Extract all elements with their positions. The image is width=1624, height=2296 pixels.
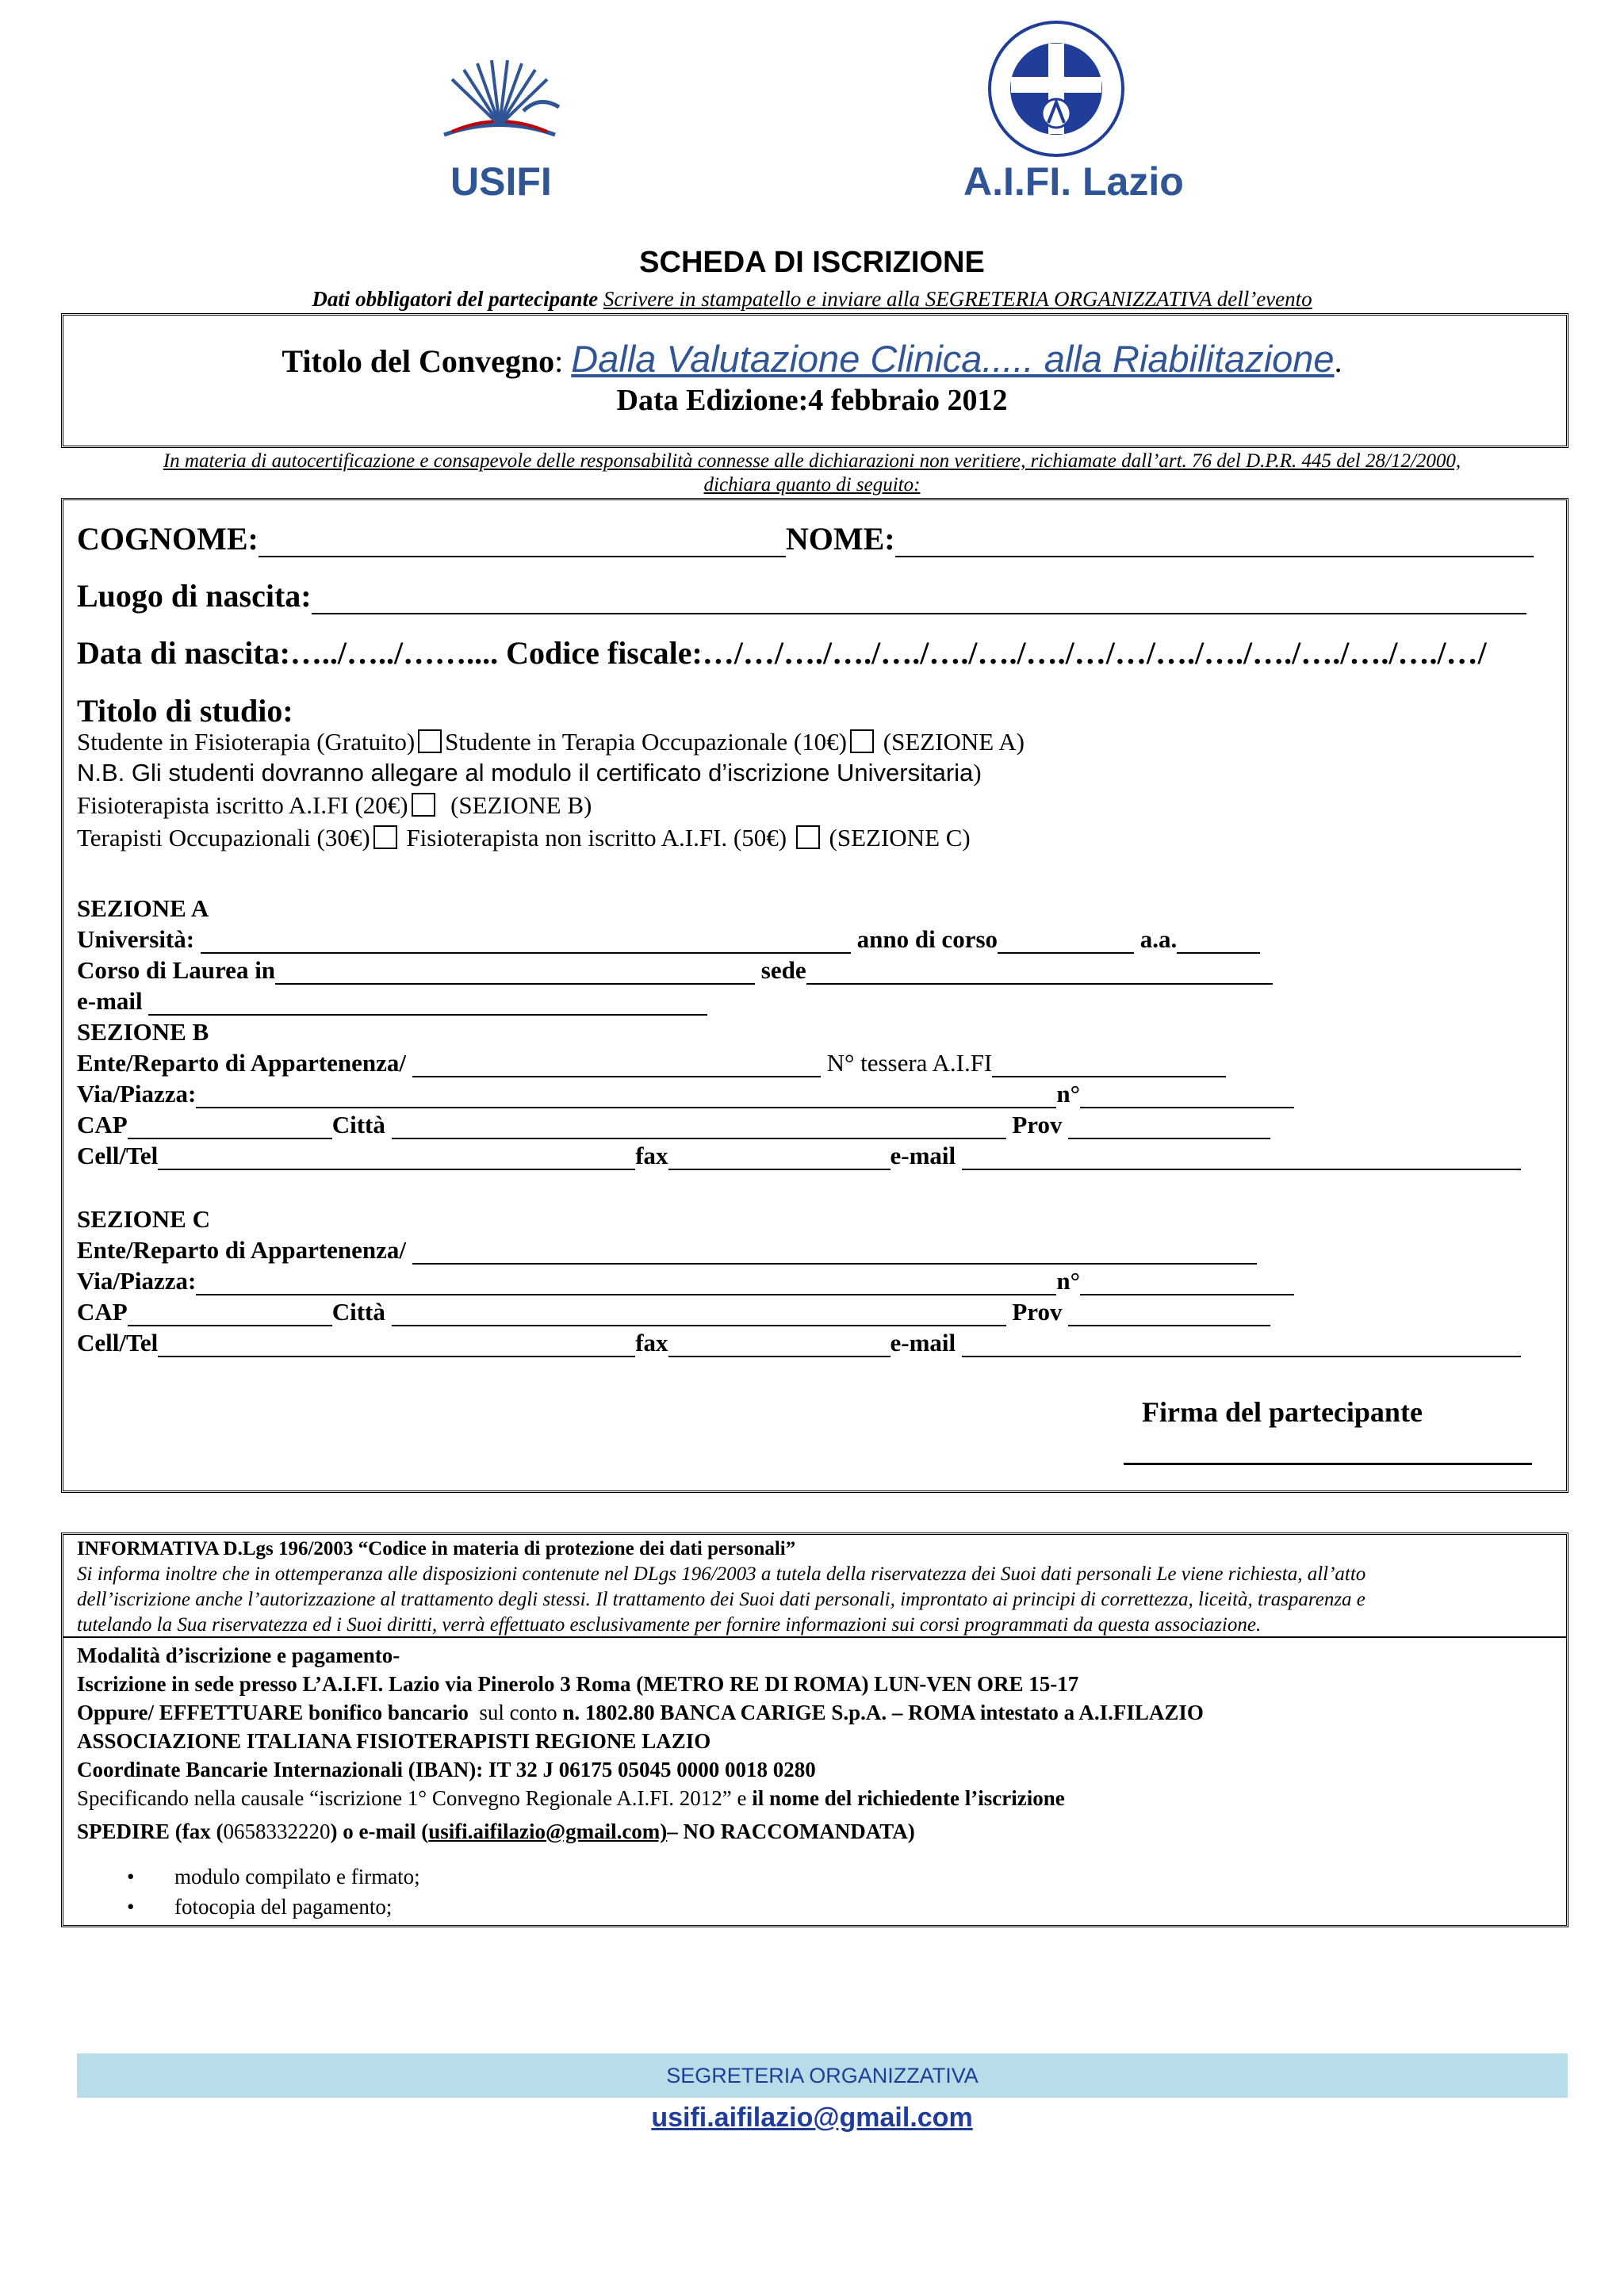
cognome-field[interactable] — [259, 529, 786, 557]
checkbox-fisioterapia[interactable] — [418, 729, 442, 753]
prov-b-label: Prov — [1012, 1111, 1063, 1138]
prov-c-field[interactable] — [1068, 1301, 1270, 1326]
form-title: SCHEDA DI ISCRIZIONE — [639, 246, 985, 279]
cognome-label: COGNOME: — [77, 521, 259, 557]
sede-field[interactable] — [806, 959, 1273, 985]
ente-c-label: Ente/Reparto di Appartenenza/ — [77, 1236, 407, 1264]
anno-corso-label: anno di corso — [856, 925, 998, 953]
email-a-label: e-mail — [77, 987, 143, 1015]
tessera-field[interactable] — [992, 1052, 1226, 1077]
section-c-heading: SEZIONE C — [77, 1205, 210, 1233]
pagamento — [77, 1641, 1560, 1846]
bullet-icon: • — [127, 1895, 135, 1919]
nb-close: ) — [973, 759, 982, 786]
luogo-field[interactable] — [312, 586, 1526, 614]
luogo-label: Luogo di nascita: — [77, 578, 312, 614]
signature-label: Firma del partecipante — [1142, 1396, 1423, 1428]
email-b-label: e-mail — [890, 1142, 956, 1169]
convegno-label: Titolo del Convegno — [282, 343, 555, 379]
section-b-row1 — [77, 1049, 1226, 1077]
checkbox-terapisti-occ[interactable] — [373, 825, 397, 849]
options-row-3 — [77, 824, 971, 852]
nome-label: NOME: — [785, 521, 895, 557]
footer-email-link[interactable]: usifi.aifilazio@gmail.com — [651, 2103, 973, 2133]
usifi-logo — [420, 32, 579, 143]
section-b-row4 — [77, 1142, 1521, 1170]
usifi-book-icon — [420, 32, 579, 143]
informativa — [77, 1536, 1560, 1638]
convegno-box — [61, 313, 1568, 448]
cell-c-field[interactable] — [158, 1332, 635, 1357]
cell-b-label: Cell/Tel — [77, 1142, 159, 1169]
prov-b-field[interactable] — [1068, 1114, 1270, 1139]
sez-b-tag: (SEZIONE B) — [450, 791, 592, 819]
anno-corso-field[interactable] — [998, 928, 1134, 954]
section-b-row3 — [77, 1111, 1270, 1139]
opt-non-iscritto: Fisioterapista non iscritto A.I.FI. (50€) — [406, 824, 787, 851]
opt-fisioterapia: Studente in Fisioterapia (Gratuito) — [77, 728, 416, 756]
convegno-line: Titolo del Convegno: Dalla Valutazione Clinica..... alla Riabilitazione. — [282, 338, 1342, 380]
email-a-field[interactable] — [148, 990, 707, 1016]
bullet-item-1: • modulo compilato e firmato; — [127, 1862, 420, 1892]
nb-row — [77, 759, 982, 787]
section-c-row2 — [77, 1267, 1294, 1295]
usifi-title: USIFI — [450, 159, 552, 204]
cap-b-label: CAP — [77, 1111, 128, 1138]
aifi-title: A.I.FI. Lazio — [963, 159, 1184, 204]
section-c-row4 — [77, 1329, 1521, 1357]
corso-field[interactable] — [275, 959, 755, 985]
section-a-row1 — [77, 925, 1260, 954]
nb-note: N.B. Gli studenti dovranno allegare al modulo il certificato d’iscrizione Universitaria — [77, 759, 974, 786]
checkbox-terapia-occ[interactable] — [850, 729, 874, 753]
section-a-heading: SEZIONE A — [77, 894, 209, 922]
ente-c-field[interactable] — [412, 1239, 1257, 1265]
nome-field[interactable] — [895, 529, 1534, 557]
email-b-field[interactable] — [962, 1145, 1521, 1170]
checkbox-iscritto[interactable] — [412, 793, 435, 817]
section-b-row2 — [77, 1080, 1294, 1108]
opt-terapisti-occ: Terapisti Occupazionali (30€) — [77, 824, 370, 851]
n-c-field[interactable] — [1080, 1270, 1294, 1295]
name-row — [77, 520, 1534, 557]
fax-c-field[interactable] — [668, 1332, 891, 1357]
bullet-list — [127, 1862, 420, 1922]
aa-label: a.a. — [1139, 925, 1178, 953]
data-cf-row[interactable]: Data di nascita:…../…../…….... Codice fiscale:…/…/…./…./…./…./…./…./…/…/…./…./…./…./…./…./…/ — [77, 635, 1487, 671]
citta-b-label: Città — [331, 1111, 385, 1138]
bullet-item-2: • fotocopia del pagamento; — [127, 1892, 420, 1922]
citta-b-field[interactable] — [392, 1114, 1006, 1139]
sez-c-tag: (SEZIONE C) — [829, 824, 971, 851]
fax-b-field[interactable] — [668, 1145, 891, 1170]
sez-a-tag: (SEZIONE A) — [883, 728, 1025, 756]
universita-field[interactable] — [201, 928, 851, 954]
opt-terapia-occ: Studente in Terapia Occupazionale (10€) — [445, 728, 848, 756]
form-subtitle: Dati obbligatori del partecipante Scrivere in stampatello e inviare alla SEGRETERIA ORGANIZZATIVA dell’evento — [312, 287, 1312, 311]
declaration: In materia di autocertificazione e consapevole delle responsabilità connesse alle dichiarazioni non veritiere, richiamate dall’art. 76 del D.P.R. 445 del 28/12/2000, dichiara quanto di seguito: — [163, 450, 1461, 496]
informativa-line3: tutelando la Sua riservatezza ed i Suoi diritti, verrà effettuato esclusivamente per fornire informazioni sui corsi programmati da questa associazione. — [77, 1614, 1262, 1636]
ente-b-field[interactable] — [412, 1052, 821, 1077]
citta-c-label: Città — [331, 1298, 385, 1326]
email-c-field[interactable] — [962, 1332, 1521, 1357]
aa-field[interactable] — [1177, 928, 1260, 954]
section-b-heading: SEZIONE B — [77, 1018, 209, 1046]
fax-c-label: fax — [635, 1329, 668, 1357]
pagamento-line2: Oppure/ EFFETTUARE bonifico bancario sul conto n. 1802.80 BANCA CARIGE S.p.A. – ROMA intestato a A.I.FILAZIO — [77, 1701, 1204, 1724]
fax-b-label: fax — [635, 1142, 668, 1169]
via-b-field[interactable] — [196, 1083, 1056, 1108]
section-a-row3 — [77, 987, 707, 1016]
sede-label: sede — [760, 956, 806, 984]
tessera-label: N° tessera A.I.FI — [826, 1049, 993, 1077]
n-b-field[interactable] — [1080, 1083, 1294, 1108]
options-row-1 — [77, 728, 1025, 756]
footer-banner: SEGRETERIA ORGANIZZATIVA — [77, 2053, 1568, 2098]
n-b-label: n° — [1056, 1080, 1080, 1108]
pagamento-line5: Specificando nella causale “iscrizione 1° Convegno Regionale A.I.FI. 2012” e il nome del richiedente l’iscrizione — [77, 1786, 1065, 1810]
via-b-label: Via/Piazza: — [77, 1080, 197, 1108]
cell-c-label: Cell/Tel — [77, 1329, 159, 1357]
aifi-seal-icon — [987, 20, 1126, 159]
pagamento-line1: Iscrizione in sede presso L’A.I.FI. Lazio via Pinerolo 3 Roma (METRO RE DI ROMA) LUN-VEN ORE 15-17 — [77, 1672, 1079, 1696]
luogo-row — [77, 577, 1526, 614]
via-c-label: Via/Piazza: — [77, 1267, 197, 1295]
convegno-title: Dalla Valutazione Clinica..... alla Riabilitazione — [571, 338, 1335, 380]
pagamento-line3: ASSOCIAZIONE ITALIANA FISIOTERAPISTI REGIONE LAZIO — [77, 1729, 711, 1753]
cell-b-field[interactable] — [158, 1145, 635, 1170]
checkbox-non-iscritto[interactable] — [796, 825, 820, 849]
edition-date: Data Edizione:4 febbraio 2012 — [616, 384, 1008, 417]
cap-b-field[interactable] — [128, 1114, 332, 1139]
informativa-heading: INFORMATIVA D.Lgs 196/2003 “Codice in materia di protezione dei dati personali” — [77, 1538, 796, 1559]
aifi-seal — [987, 20, 1126, 159]
cap-c-label: CAP — [77, 1298, 128, 1326]
section-c-row1 — [77, 1236, 1257, 1265]
n-c-label: n° — [1056, 1267, 1080, 1295]
bullet-icon: • — [127, 1865, 135, 1888]
pagamento-heading: Modalità d’iscrizione e pagamento- — [77, 1644, 400, 1667]
informativa-line1: Si informa inoltre che in ottemperanza alle disposizioni contenute nel DLgs 196/2003 a tutela della riservatezza dei Suoi dati personali Le viene richiesta, all’atto — [77, 1563, 1366, 1585]
corso-label: Corso di Laurea in — [77, 956, 276, 984]
universita-label: Università: — [77, 925, 195, 953]
titolo-studio: Titolo di studio: — [77, 693, 293, 729]
ente-b-label: Ente/Reparto di Appartenenza/ — [77, 1049, 407, 1077]
cap-c-field[interactable] — [128, 1301, 332, 1326]
options-row-2 — [77, 791, 592, 820]
opt-iscritto: Fisioterapista iscritto A.I.FI (20€) — [77, 791, 408, 819]
section-a-row2 — [77, 956, 1273, 985]
citta-c-field[interactable] — [392, 1301, 1006, 1326]
spedire-email-link[interactable]: usifi.aifilazio@gmail.com) — [428, 1820, 668, 1843]
email-c-label: e-mail — [890, 1329, 956, 1357]
section-c-row3 — [77, 1298, 1270, 1326]
informativa-line2: dell’iscrizione anche l’autorizzazione al trattamento degli stessi. Il trattamento dei Suoi dati personali, improntato ai principi di correttezza, liceità, trasparenza e — [77, 1589, 1365, 1610]
pagamento-iban: Coordinate Bancarie Internazionali (IBAN): IT 32 J 06175 05045 0000 0018 0280 — [77, 1758, 816, 1781]
signature-line[interactable] — [1124, 1463, 1532, 1465]
prov-c-label: Prov — [1012, 1298, 1063, 1326]
spedire-line: SPEDIRE (fax (0658332220) o e-mail (usifi.aifilazio@gmail.com)– NO RACCOMANDATA) — [77, 1820, 915, 1843]
via-c-field[interactable] — [196, 1270, 1056, 1295]
